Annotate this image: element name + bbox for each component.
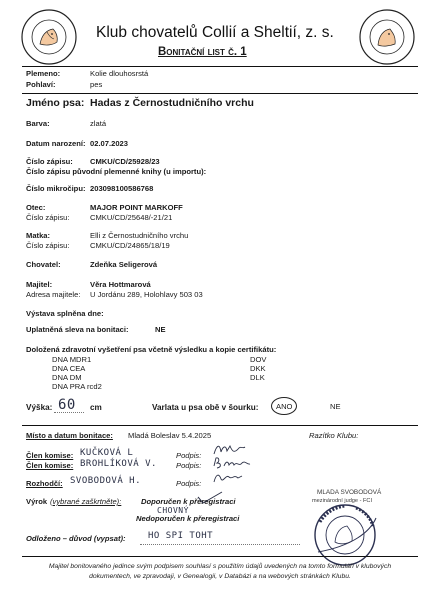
majitel-label: Majitel:: [26, 280, 53, 289]
chovatel-value: Zdeňka Seligerová: [90, 260, 158, 269]
ne-option: NE: [330, 402, 341, 411]
footer-divider: [22, 556, 418, 557]
sleva-label: Uplatněná sleva na bonitaci:: [26, 325, 129, 334]
doporucen-label: Doporučen k přeregistraci: [141, 497, 236, 506]
test-left-1: DNA MDR1: [52, 355, 92, 364]
test-right-2: DKK: [250, 364, 266, 373]
test-left-2: DNA CEA: [52, 364, 86, 373]
sleva-value: NE: [155, 325, 166, 334]
divider-2: [22, 93, 418, 94]
doporucen-handwritten: CHOVNÝ: [157, 506, 189, 515]
clen2-value: BROHLÍKOVÁ V.: [80, 459, 157, 469]
footer-text: Majitel bonitovaného jedince svým podpisem souhlasí s použitím údajů uvedených na tomto formuláři v klubových dokumentech, ve zpravodaji, v Genealogii, v Databázi a na webových stránkách Klubu.: [48, 563, 392, 580]
club-logo-icon: [20, 8, 78, 66]
doporucen-check[interactable]: [196, 491, 226, 510]
mikrocip-label: Číslo mikročipu:: [26, 184, 86, 193]
misto-value: Mladá Boleslav 5.4.2025: [128, 431, 212, 440]
vystava-label: Výstava splněna dne:: [26, 309, 104, 318]
vyrok-label: Výrok: [26, 497, 48, 506]
pohlavi-label: Pohlaví:: [26, 80, 56, 89]
cislo-zapisu-label: Číslo zápisu:: [26, 157, 73, 166]
clen1-value: KUČKOVÁ L: [80, 448, 134, 458]
datum-value: 02.07.2023: [90, 139, 129, 148]
razitko-label: Razítko Klubu:: [309, 431, 359, 440]
rozhodci-value: SVOBODOVÁ H.: [70, 476, 142, 486]
document-title: Bonitační list č. 1: [158, 46, 247, 58]
jmeno-label: Jméno psa:: [26, 97, 85, 109]
cislo-zapisu-value: CMKU/CD/25928/23: [90, 157, 160, 166]
plemeno-label: Plemeno:: [26, 69, 61, 78]
plemeno-value: Kolie dlouhosrstá: [90, 69, 149, 78]
odlozeno-label: Odloženo – důvod (vypsat):: [26, 534, 126, 543]
nedoporucen-label: Nedoporučen k přeregistraci: [136, 514, 240, 523]
matka-label: Matka:: [26, 231, 51, 240]
vyska-label: Výška:: [26, 403, 53, 412]
otec-value: MAJOR POINT MARKOFF: [90, 203, 183, 212]
zdravotni-label: Doložená zdravotní vyšetření psa včetně výsledku a kopie certifikátu:: [26, 345, 277, 354]
podpis2-label: Podpis:: [176, 461, 202, 470]
varlata-label: Varlata u psa obě v šourku:: [152, 403, 259, 412]
adresa-value: U Jordánu 289, Holohlavy 503 03: [90, 290, 203, 299]
odlozeno-underline: [140, 544, 300, 545]
jmeno-value: Hadas z Černostudničního vrchu: [90, 97, 254, 109]
judge-stamp-sub: mezinárodní judge - FCI: [312, 498, 373, 504]
club-name: Klub chovatelů Collií a Sheltií, z. s.: [96, 24, 334, 41]
majitel-value: Věra Hottmarová: [90, 280, 151, 289]
vyska-value: 60: [58, 397, 76, 413]
otec-label: Otec:: [26, 203, 46, 212]
datum-label: Datum narození:: [26, 139, 86, 148]
chovatel-label: Chovatel:: [26, 260, 61, 269]
clen1-label: Člen komise:: [26, 451, 74, 460]
podpis1-label: Podpis:: [176, 451, 202, 460]
otec-zapis-label: Číslo zápisu:: [26, 213, 70, 222]
misto-label: Místo a datum bonitace:: [26, 431, 113, 440]
divider-3: [22, 425, 418, 426]
judge-stamp-name: MLADA SVOBODOVÁ: [317, 489, 382, 496]
clen2-label: Člen komise:: [26, 461, 74, 470]
podpis3-label: Podpis:: [176, 479, 202, 488]
vyska-unit: cm: [90, 403, 102, 412]
rozhodci-label: Rozhodčí:: [26, 479, 63, 488]
matka-zapis-value: CMKU/CD/24865/18/19: [90, 241, 170, 250]
matka-zapis-label: Číslo zápisu:: [26, 241, 70, 250]
test-right-3: DLK: [250, 373, 265, 382]
club-logo-right-icon: [358, 8, 416, 66]
test-left-3: DNA DM: [52, 373, 82, 382]
test-left-4: DNA PRA rcd2: [52, 382, 102, 391]
header-divider: [22, 66, 418, 67]
vyrok-note: (vybrané zaškrtněte):: [50, 497, 122, 506]
pohlavi-value: pes: [90, 80, 103, 89]
adresa-label: Adresa majitele:: [26, 290, 81, 299]
signature-3: [212, 470, 244, 491]
barva-label: Barva:: [26, 119, 50, 128]
matka-value: Elli z Černostudničního vrchu: [90, 231, 189, 240]
odlozeno-value: HO SPI TOHT: [148, 531, 214, 541]
mikrocip-value: 203098100586768: [90, 184, 154, 193]
club-stamp-icon: [312, 502, 378, 568]
vyska-underline: [54, 412, 84, 413]
test-right-1: DOV: [250, 355, 267, 364]
ano-option: ANO: [276, 402, 293, 411]
otec-zapis-value: CMKU/CD/25648/-21/21: [90, 213, 173, 222]
club-logo-right: [358, 8, 416, 66]
cislo-puvodni-label: Číslo zápisu původní plemenné knihy (u importu):: [26, 167, 207, 176]
barva-value: zlatá: [90, 119, 107, 128]
club-logo: [20, 8, 78, 66]
